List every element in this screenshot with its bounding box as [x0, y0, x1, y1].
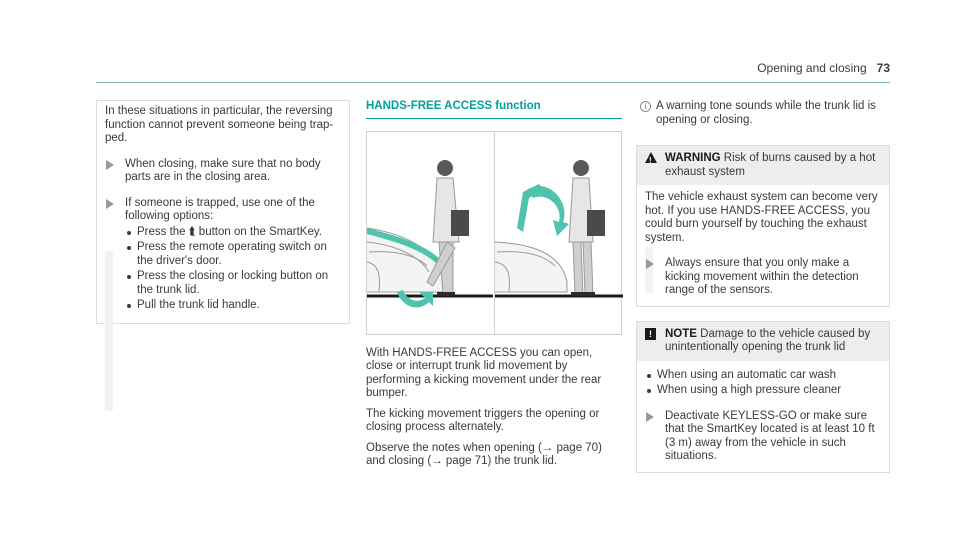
step-text: If someone is trapped, use one of the following options: [125, 196, 315, 222]
list-item: Press the remote operating switch on the driver's door. [125, 241, 341, 268]
warning-icon: ! [645, 152, 657, 163]
note-icon: ! [645, 328, 656, 340]
kick-illustration [366, 131, 622, 335]
intro-text: In these situations in particular, the reversing function cannot prevent someone being trap-ped. [105, 105, 334, 144]
list-item: Press the ⮬ button on the SmartKey. [125, 226, 341, 240]
hands-free-body [366, 347, 622, 469]
warning-text: The vehicle exhaust system can become very hot. If you use HANDS-FREE ACCESS, you could burn yourself by touching the exhaust system. [645, 191, 878, 244]
panel-divider [494, 132, 495, 334]
notes-column [636, 100, 890, 473]
header-rule [96, 82, 890, 83]
note-step [645, 410, 881, 464]
car-rear-right [495, 242, 567, 292]
option-list [125, 226, 341, 313]
section-title: Opening and closing [757, 61, 867, 75]
person-right [569, 160, 605, 296]
trunk-open-arrow-icon [527, 186, 569, 236]
paragraph: The kicking movement triggers the opening or closing process alternately. [366, 407, 600, 433]
kick-illustration-svg [367, 132, 623, 336]
note-box [636, 321, 890, 473]
reversing-caution-box [96, 100, 350, 324]
info-note [636, 100, 890, 127]
info-text: A warning tone sounds while the trunk lid is opening or closing. [656, 100, 876, 126]
list-item: Press the closing or locking button on the trunk lid. [125, 270, 341, 297]
step-text: When closing, make sure that no body parts are in the closing area. [125, 157, 321, 183]
page-header [757, 62, 890, 76]
step-text: Deactivate KEYLESS-GO or make sure that the SmartKey located is at least 10 ft (3 m) away from the vehicle in such situations. [665, 409, 875, 462]
warning-box [636, 145, 890, 307]
note-header [637, 322, 889, 361]
page-number: 73 [876, 61, 890, 75]
list-item: When using an automatic car wash [645, 369, 881, 383]
step-body-parts [105, 158, 341, 185]
paragraph: With HANDS-FREE ACCESS you can open, close or interrupt trunk lid movement by performing a kicking movement under the rear bumper. [366, 346, 602, 399]
warning-step [645, 257, 881, 298]
hands-free-section [366, 100, 622, 476]
step-trapped [105, 197, 341, 313]
person-left [427, 160, 469, 296]
note-body [637, 361, 889, 472]
warning-header [637, 146, 889, 185]
step-text: Always ensure that you only make a kicking movement within the detection range of the sensors. [665, 257, 859, 296]
list-item: When using a high pressure cleaner [645, 384, 881, 398]
warning-label: WARNING [665, 152, 721, 164]
note-label: NOTE [665, 327, 697, 340]
section-heading: HANDS-FREE ACCESS function [366, 100, 541, 112]
paragraph: Observe the notes when opening (→ page 70) and closing (→ page 71) the trunk lid. [366, 441, 602, 467]
section-rule [366, 118, 622, 119]
warning-title: Risk of burns caused by a hot exhaust system [665, 152, 876, 178]
note-title: Damage to the vehicle caused by unintentionally opening the trunk lid [665, 327, 871, 353]
warning-body [637, 185, 889, 306]
info-icon: i [640, 101, 651, 112]
kick-arrow-icon [397, 290, 433, 307]
list-item: Pull the trunk lid handle. [125, 299, 341, 313]
